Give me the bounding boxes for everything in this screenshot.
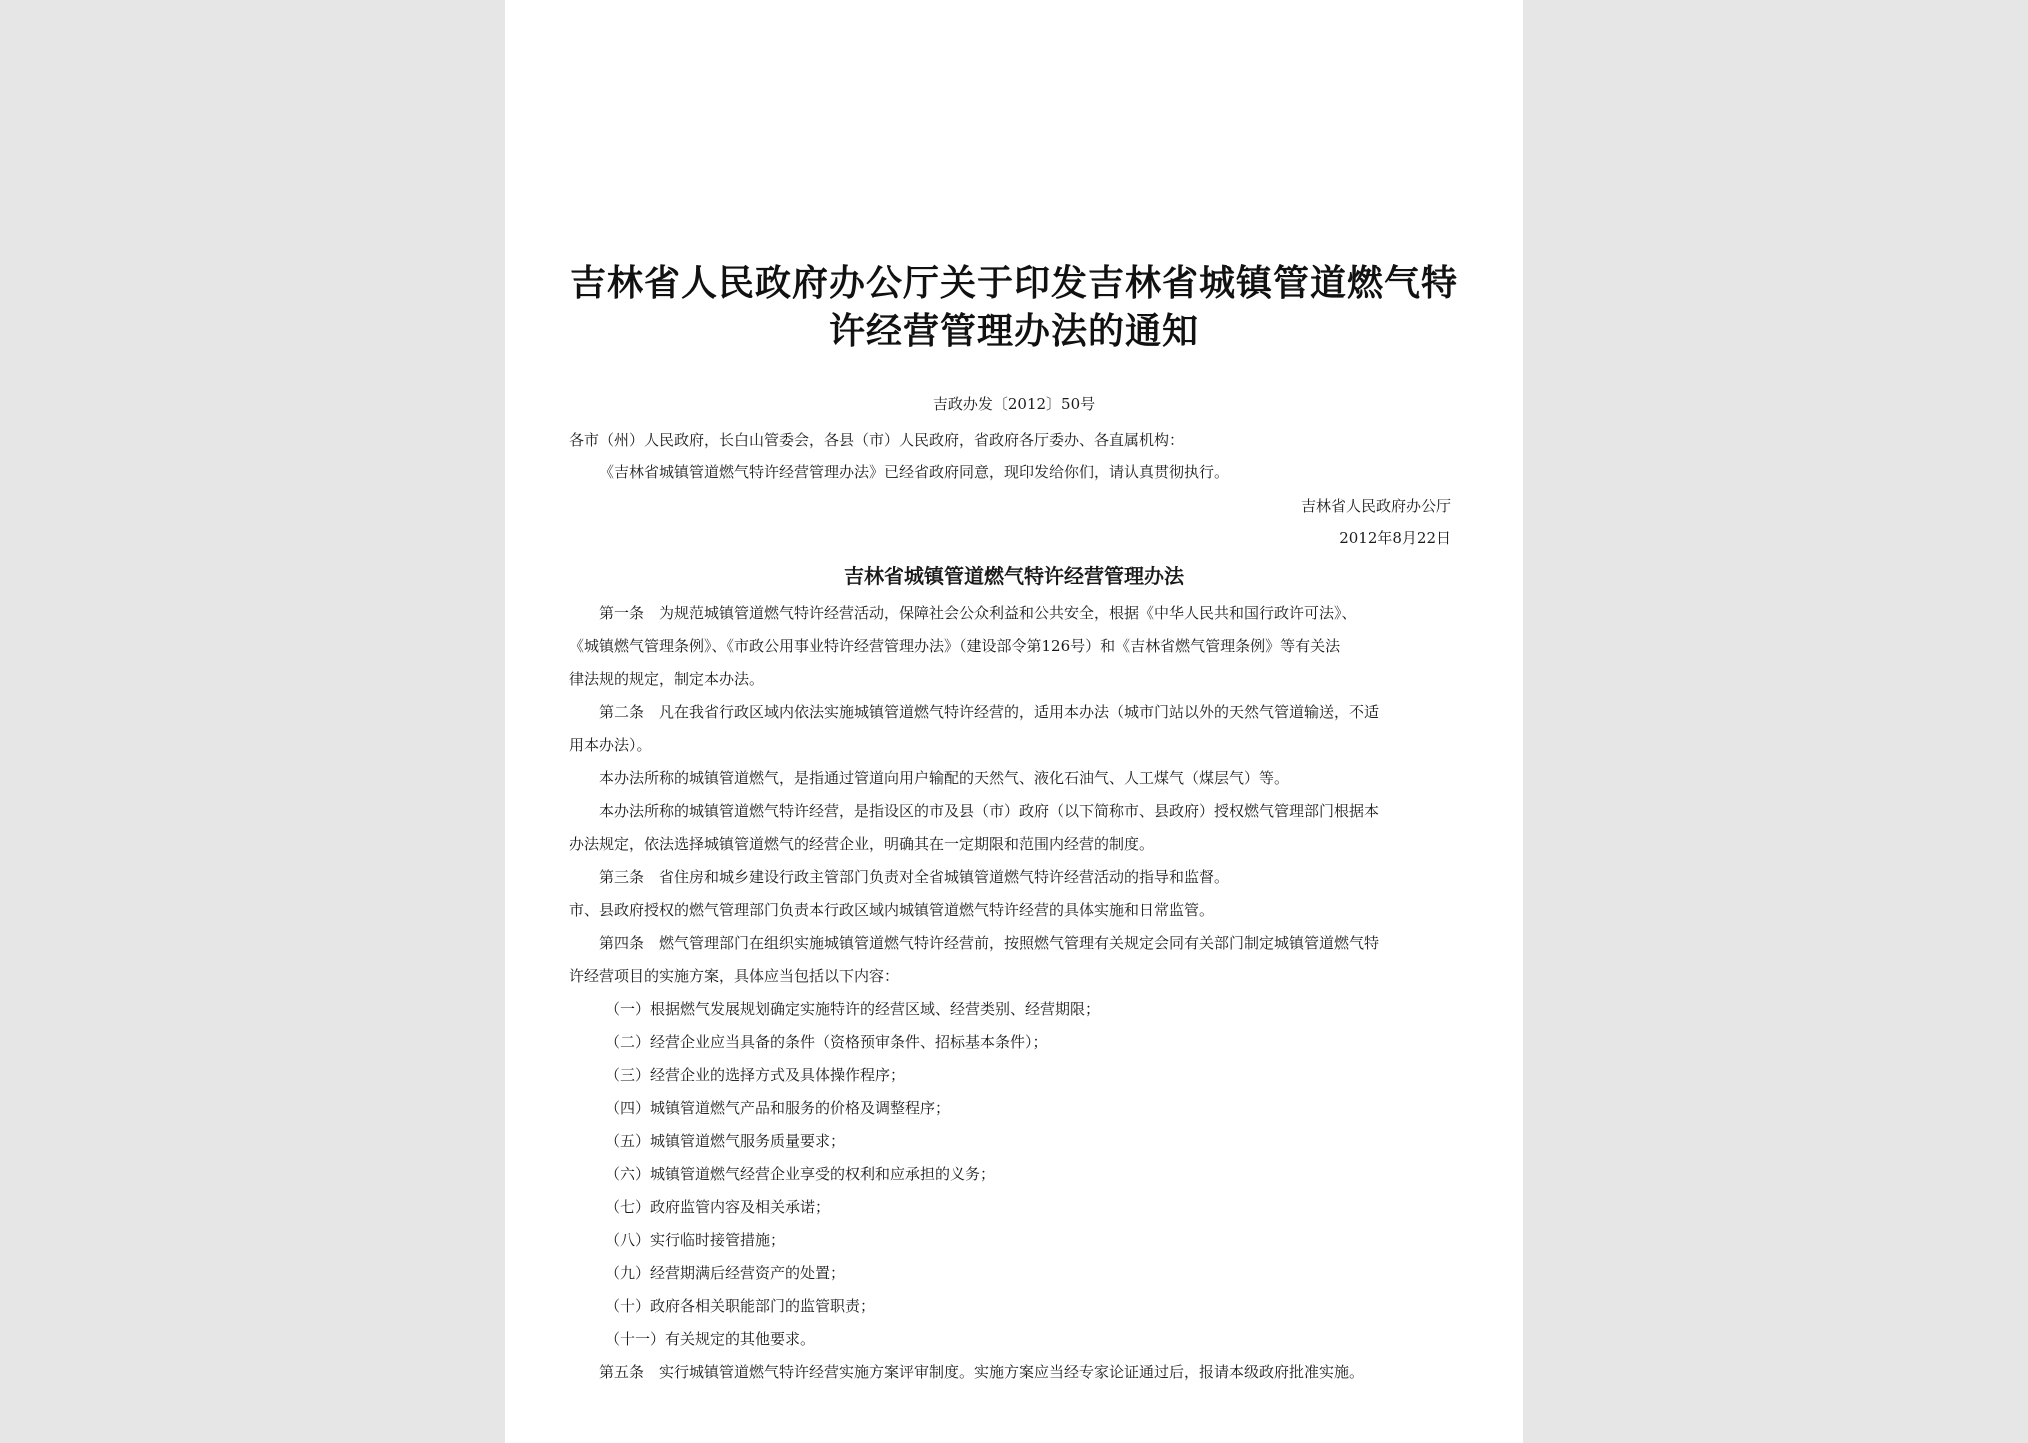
list-item: （二）经营企业应当具备的条件（资格预审条件、招标基本条件）； [605, 1033, 1048, 1051]
body-line: 第二条 凡在我省行政区域内依法实施城镇管道燃气特许经营的，适用本办法（城市门站以外的天然气管道输送，不适 [599, 703, 1380, 721]
document-page [505, 0, 1523, 1443]
issue-date: 2012年8月22日 [1339, 529, 1451, 547]
list-item: （五）城镇管道燃气服务质量要求； [605, 1132, 846, 1150]
list-item: （三）经营企业的选择方式及具体操作程序； [605, 1066, 906, 1084]
list-item: （六）城镇管道燃气经营企业享受的权利和应承担的义务； [605, 1165, 996, 1183]
list-item: （四）城镇管道燃气产品和服务的价格及调整程序； [605, 1099, 951, 1117]
list-item: （七）政府监管内容及相关承诺； [605, 1198, 831, 1216]
body-line: 用本办法）。 [569, 736, 652, 754]
regulation-title: 吉林省城镇管道燃气特许经营管理办法 [844, 564, 1184, 588]
body-line: 第一条 为规范城镇管道燃气特许经营活动，保障社会公众利益和公共安全，根据《中华人民共和国行政许可法》、 [599, 604, 1357, 622]
recipients-line: 各市（州）人民政府，长白山管委会，各县（市）人民政府，省政府各厅委办、各直属机构： [569, 431, 1185, 449]
body-line: 第四条 燃气管理部门在组织实施城镇管道燃气特许经营前，按照燃气管理有关规定会同有关部门制定城镇管道燃气特 [599, 934, 1380, 952]
document-title-line-1: 吉林省人民政府办公厅关于印发吉林省城镇管道燃气特 [569, 263, 1458, 304]
document-number: 吉政办发〔2012〕50号 [932, 395, 1096, 413]
body-line: 第三条 省住房和城乡建设行政主管部门负责对全省城镇管道燃气特许经营活动的指导和监督。 [599, 868, 1230, 886]
body-line: 本办法所称的城镇管道燃气，是指通过管道向用户输配的天然气、液化石油气、人工煤气（煤层气）等。 [599, 769, 1290, 787]
issuer-name: 吉林省人民政府办公厅 [1300, 497, 1451, 515]
body-line: 办法规定，依法选择城镇管道燃气的经营企业，明确其在一定期限和范围内经营的制度。 [569, 835, 1155, 853]
body-line: 市、县政府授权的燃气管理部门负责本行政区域内城镇管道燃气特许经营的具体实施和日常监管。 [569, 901, 1215, 919]
document-title-line-2: 许经营管理办法的通知 [828, 311, 1199, 352]
list-item: （十）政府各相关职能部门的监管职责； [605, 1297, 876, 1315]
body-line: 许经营项目的实施方案，具体应当包括以下内容： [569, 967, 900, 985]
list-item: （八）实行临时接管措施； [605, 1231, 786, 1249]
body-line: 《城镇燃气管理条例》、《市政公用事业特许经营管理办法》（建设部令第126号）和《吉林省燃气管理条例》等有关法 [569, 637, 1341, 655]
body-line: 律法规的规定，制定本办法。 [569, 670, 765, 688]
intro-paragraph: 《吉林省城镇管道燃气特许经营管理办法》已经省政府同意，现印发给你们，请认真贯彻执行。 [599, 463, 1230, 481]
list-item: （九）经营期满后经营资产的处置； [605, 1264, 846, 1282]
body-line: 本办法所称的城镇管道燃气特许经营，是指设区的市及县（市）政府（以下简称市、县政府）授权燃气管理部门根据本 [599, 802, 1380, 820]
list-item: （一）根据燃气发展规划确定实施特许的经营区域、经营类别、经营期限； [605, 1000, 1101, 1018]
body-line: 第五条 实行城镇管道燃气特许经营实施方案评审制度。实施方案应当经专家论证通过后，报请本级政府批准实施。 [599, 1363, 1365, 1381]
list-item: （十一）有关规定的其他要求。 [605, 1330, 816, 1348]
